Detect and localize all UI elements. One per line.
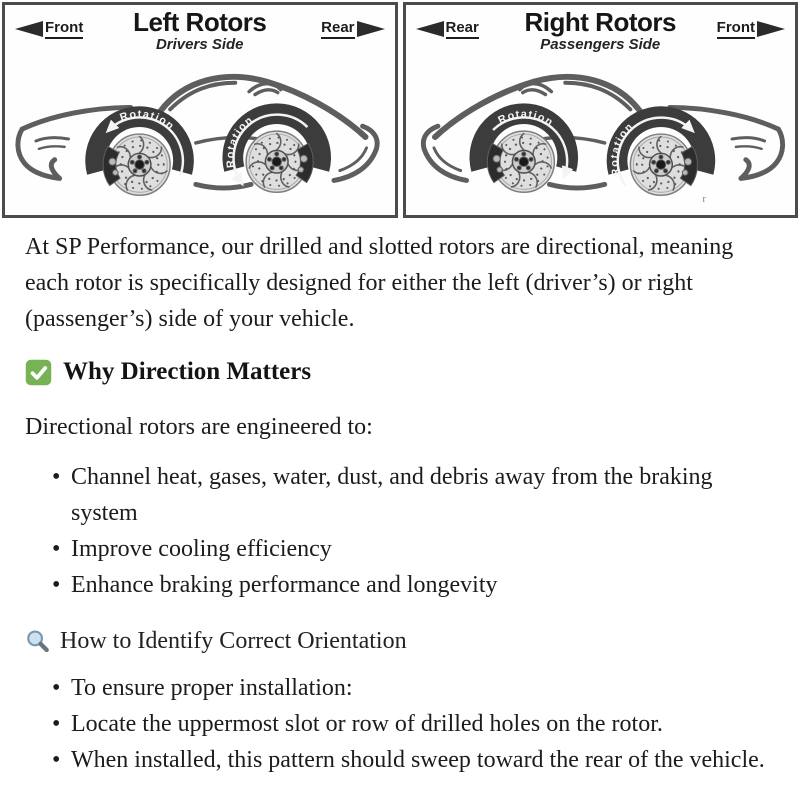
list-item: • To ensure proper installation: — [52, 670, 765, 706]
direction-label-text: Front — [717, 19, 755, 39]
list-item: • Channel heat, gases, water, dust, and debris away from the braking system — [52, 459, 765, 531]
article-body — [0, 229, 800, 778]
arrow-right-icon — [757, 21, 785, 37]
direction-label-text: Rear — [321, 19, 354, 39]
rotor-direction-diagram — [0, 0, 800, 218]
section-heading-why-direction-matters — [25, 358, 775, 386]
rotation-label: Rotation — [608, 120, 636, 178]
list-item: • Improve cooling efficiency — [52, 531, 765, 567]
rear-direction-label — [416, 19, 479, 39]
arrow-left-icon — [15, 21, 43, 37]
installation-steps-list — [25, 670, 775, 778]
panel-title: Left Rotors — [133, 7, 267, 37]
arrow-left-icon — [416, 21, 444, 37]
right-rotors-panel — [403, 2, 799, 218]
left-rotors-panel — [2, 2, 398, 218]
list-item: • Locate the uppermost slot or row of drilled holes on the rotor. — [52, 706, 765, 742]
list-item: • Enhance braking performance and longevity — [52, 567, 765, 603]
direction-label-text: Front — [45, 19, 83, 39]
section-heading-identify-orientation — [25, 628, 775, 655]
list-item: • When installed, this pattern should sweep toward the rear of the vehicle. — [52, 742, 765, 778]
car-illustration-left — [5, 64, 395, 214]
rotation-label: Rotation — [224, 113, 256, 169]
rear-direction-label — [321, 19, 384, 39]
front-direction-label — [717, 19, 785, 39]
panel-subtitle: Passengers Side — [540, 36, 661, 53]
check-mark-icon — [25, 359, 52, 386]
magnifier-icon — [25, 629, 51, 655]
rotation-label: Rotation — [495, 108, 556, 130]
direction-label-text: Rear — [446, 19, 479, 39]
rotation-label: Rotation — [118, 108, 177, 133]
intro-paragraph: At SP Performance, our drilled and slotted rotors are directional, meaning each rotor is specifically designed for either the left (driver’s) or right (passenger’s) side of your vehicle. — [25, 234, 734, 332]
print-artifact: r — [701, 193, 706, 206]
panel-subtitle: Drivers Side — [155, 36, 244, 53]
panel-title: Right Rotors — [524, 7, 676, 37]
front-direction-label — [15, 19, 83, 39]
arrow-right-icon — [357, 21, 385, 37]
heading-text: Why Direction Matters — [63, 358, 312, 385]
heading-text: How to Identify Correct Orientation — [60, 628, 407, 654]
benefits-list — [25, 459, 775, 603]
car-illustration-right — [406, 64, 796, 214]
lead-sentence: Directional rotors are engineered to: — [25, 414, 373, 440]
